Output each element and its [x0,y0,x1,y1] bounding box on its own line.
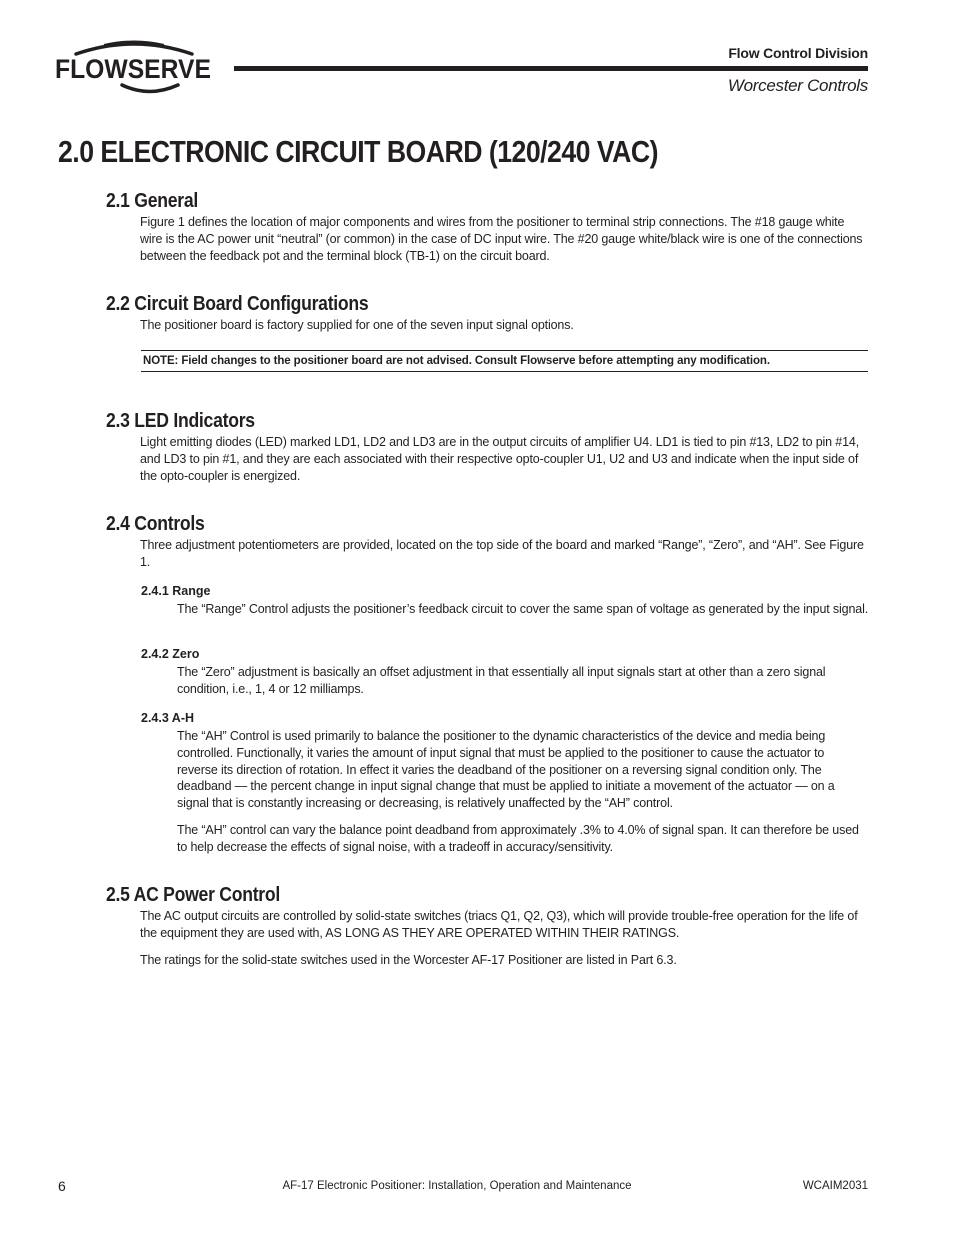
ac-power-body-2: The ratings for the solid-state switches used in the Worcester AF-17 Positioner are listed in Part 6.3. [140,953,677,967]
brand-label: Worcester Controls [727,76,868,95]
subsection-heading-zero: 2.4.2 Zero [141,647,200,661]
ah-body-2: The “AH” control can vary the balance point deadband from approximately .3% to 4.0% of signal span. It can therefore be used to help decrease the effects of signal noise, with a tradeoff in accuracy/sensitivity. [177,823,859,854]
section-heading-configurations: 2.2 Circuit Board Configurations [106,293,369,315]
ah-body-1: The “AH” Control is used primarily to balance the positioner to the dynamic characteristics of the device and media being controlled. Functionally, it varies the amount of input signal that must be applied to the positioner to cause the actuator to reverse its direction of rotation. In effect it varies the deadband of the positioner on a reversing signal condition only. The deadband — the percent change in input signal change that must be applied to initiate a movement of the actuator — on a signal that is constantly increasing or decreasing, is relatively unaffected by the “AH” control. [177,729,835,811]
division-label: Flow Control Division [728,45,868,61]
svg-text:FLOWSERVE: FLOWSERVE [55,54,211,84]
header-rule [234,66,868,71]
zero-body: The “Zero” adjustment is basically an offset adjustment in that essentially all input signals start at other than a zero signal condition, i.e., 1, 4 or 12 milliamps. [177,665,826,696]
controls-body: Three adjustment potentiometers are provided, located on the top side of the board and marked “Range”, “Zero”, and “AH”. See Figure 1. [140,538,864,569]
footer-doc-code: WCAIM2031 [802,1180,868,1192]
ac-power-body-1: The AC output circuits are controlled by solid-state switches (triacs Q1, Q2, Q3), which will provide trouble-free operation for the life of the equipment they are used with, AS LONG AS THEY ARE OPERATED WITHIN THEIR RATINGS. [140,909,858,940]
range-body: The “Range” Control adjusts the positioner’s feedback circuit to cover the same span of voltage as generated by the input signal. [177,602,869,616]
section-heading-led: 2.3 LED Indicators [106,410,255,432]
section-heading-ac-power: 2.5 AC Power Control [106,884,281,906]
section-heading-controls: 2.4 Controls [106,513,205,535]
note-box [141,350,868,372]
flowserve-logo [54,38,214,100]
led-body: Light emitting diodes (LED) marked LD1, LD2 and LD3 are in the output circuits of amplifier U4. LD1 is tied to pin #13, LD2 to pin #14, and LD3 to pin #1, and they are each associated with their respective opto-coupler U1, U2 and U3 and indicate when the input side of the opto-coupler is energized. [140,435,860,483]
note-text: NOTE: Field changes to the positioner board are not advised. Consult Flowserve before attempting any modification. [143,355,770,367]
general-body: Figure 1 defines the location of major components and wires from the positioner to terminal strip connections. The #18 gauge white wire is the AC power unit “neutral” (or common) in the case of DC input wire. The #20 gauge white/black wire is one of the connections between the feedback pot and the terminal block (TB-1) on the circuit board. [140,215,863,263]
subsection-heading-ah: 2.4.3 A-H [141,711,195,725]
section-heading-general: 2.1 General [106,190,199,212]
subsection-heading-range: 2.4.1 Range [141,584,211,598]
page-number: 6 [58,1178,66,1194]
footer-doc-title: AF-17 Electronic Positioner: Installation, Operation and Maintenance [282,1180,632,1192]
configurations-body: The positioner board is factory supplied for one of the seven input signal options. [140,318,574,332]
page-title: 2.0 ELECTRONIC CIRCUIT BOARD (120/240 VAC) [58,134,659,169]
